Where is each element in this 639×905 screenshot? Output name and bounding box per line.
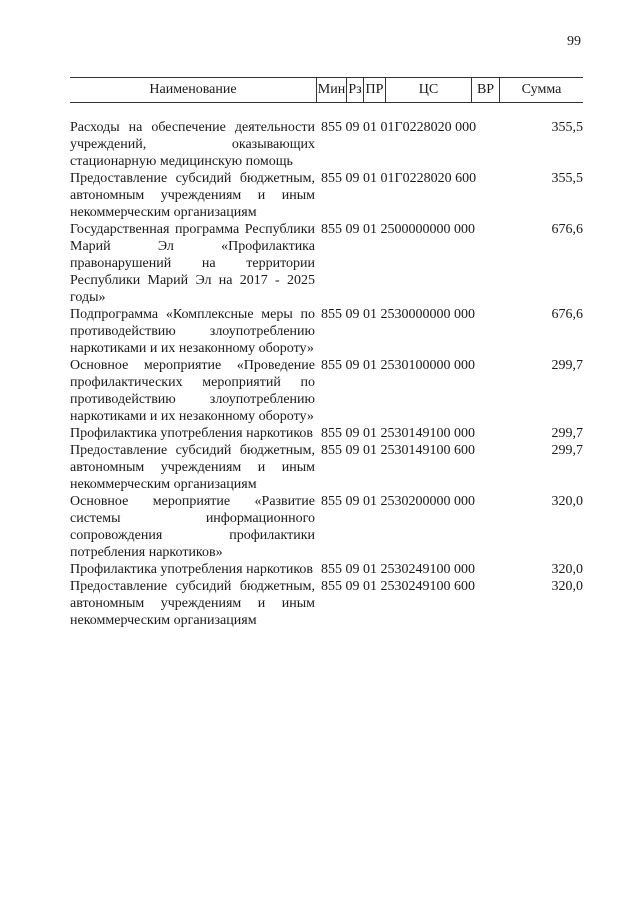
row-sum: 355,5 <box>551 120 583 135</box>
table-row <box>70 493 583 561</box>
row-min: 855 <box>321 494 342 509</box>
row-sum: 299,7 <box>551 358 583 373</box>
row-rz: 09 <box>345 222 360 237</box>
row-codes <box>317 425 498 442</box>
page-number: 99 <box>567 34 581 49</box>
row-codes <box>317 578 498 629</box>
row-sum: 320,0 <box>551 579 583 594</box>
row-rz: 09 <box>345 307 360 322</box>
row-name: Профилактика употребления наркотиков <box>70 562 314 577</box>
row-vr: 000 <box>454 222 475 237</box>
row-name: Предоставление субсидий бюджетным, автономным учреждениям и иным некоммерческим организациям <box>70 579 315 628</box>
row-codes <box>317 442 498 493</box>
header-sum: Сумма <box>521 82 562 97</box>
row-vr: 000 <box>454 562 475 577</box>
row-rz: 09 <box>345 171 360 186</box>
row-pr: 01 <box>363 171 377 186</box>
row-min: 855 <box>321 426 342 441</box>
row-min: 855 <box>321 358 342 373</box>
row-vr: 600 <box>454 443 475 458</box>
row-codes <box>317 170 498 221</box>
row-cs: 2530249100 <box>380 562 451 577</box>
row-name: Основное мероприятие «Проведение профилактических мероприятий по противодействию злоупотреблению наркотиками и их незаконному обороту» <box>70 358 315 424</box>
row-min: 855 <box>321 120 342 135</box>
row-name: Профилактика употребления наркотиков <box>70 426 314 441</box>
row-pr: 01 <box>363 443 377 458</box>
row-rz: 09 <box>345 443 360 458</box>
row-name: Предоставление субсидий бюджетным, автономным учреждениям и иным некоммерческим организациям <box>70 171 315 220</box>
table-header <box>70 77 583 103</box>
row-sum: 299,7 <box>551 426 583 441</box>
row-min: 855 <box>321 562 342 577</box>
row-vr: 000 <box>454 358 475 373</box>
header-cs: ЦС <box>386 78 472 102</box>
header-min: Мин <box>317 78 347 102</box>
row-min: 855 <box>321 579 342 594</box>
row-cs: 2530100000 <box>380 358 451 373</box>
row-vr: 000 <box>455 120 477 135</box>
row-vr: 000 <box>454 307 475 322</box>
row-pr: 01 <box>363 222 377 237</box>
row-pr: 01 <box>363 562 377 577</box>
row-pr: 01 <box>363 358 377 373</box>
row-sum: 299,7 <box>551 443 583 458</box>
row-rz: 09 <box>345 579 360 594</box>
row-codes <box>317 221 498 306</box>
row-min: 855 <box>321 443 342 458</box>
row-vr: 600 <box>454 579 475 594</box>
header-rz: Рз <box>347 78 364 102</box>
row-vr: 600 <box>455 171 477 186</box>
row-rz: 09 <box>345 562 360 577</box>
table-row <box>70 578 583 629</box>
header-name: Наименование <box>70 78 317 102</box>
table-row <box>70 442 583 493</box>
row-vr: 000 <box>454 494 475 509</box>
row-cs: 2500000000 <box>380 222 451 237</box>
row-rz: 09 <box>345 494 360 509</box>
table-row <box>70 221 583 306</box>
row-rz: 09 <box>345 358 360 373</box>
row-pr: 01 <box>363 120 377 135</box>
header-vr: ВР <box>472 78 500 102</box>
row-name: Государственная программа Республики Марий Эл «Профилактика правонарушений на территории Республики Марий Эл на 2017 - 2025 годы» <box>70 222 315 305</box>
row-rz: 09 <box>345 120 360 135</box>
table-row <box>70 306 583 357</box>
row-cs: 2530249100 <box>380 579 451 594</box>
row-name: Предоставление субсидий бюджетным, автономным учреждениям и иным некоммерческим организациям <box>70 443 315 492</box>
table-row <box>70 561 583 578</box>
row-pr: 01 <box>363 579 377 594</box>
row-rz: 09 <box>345 426 360 441</box>
table-row <box>70 170 583 221</box>
row-cs: 2530200000 <box>380 494 451 509</box>
row-pr: 01 <box>363 494 377 509</box>
row-cs: 2530149100 <box>380 443 451 458</box>
row-codes <box>317 306 498 357</box>
row-min: 855 <box>321 307 342 322</box>
table-body <box>70 119 583 629</box>
row-sum: 320,0 <box>551 494 583 509</box>
row-min: 855 <box>321 171 342 186</box>
budget-table <box>70 77 583 629</box>
row-name: Основное мероприятие «Развитие системы информационного сопровождения профилактики потребления наркотиков» <box>70 494 315 560</box>
table-row <box>70 119 583 170</box>
row-min: 855 <box>321 222 342 237</box>
row-codes <box>317 493 498 561</box>
row-name: Расходы на обеспечение деятельности учреждений, оказывающих стационарную медицинскую помощь <box>70 120 315 169</box>
row-cs: 2530149100 <box>380 426 451 441</box>
table-row <box>70 357 583 425</box>
row-sum: 320,0 <box>551 562 583 577</box>
row-pr: 01 <box>363 426 377 441</box>
row-codes <box>317 119 498 170</box>
row-vr: 000 <box>454 426 475 441</box>
table-row <box>70 425 583 442</box>
row-cs: 01Г0228020 <box>380 120 452 135</box>
row-codes <box>317 357 498 425</box>
row-sum: 676,6 <box>551 222 583 237</box>
row-codes <box>317 561 498 578</box>
header-pr: ПР <box>364 78 386 102</box>
row-sum: 355,5 <box>551 171 583 186</box>
row-sum: 676,6 <box>551 307 583 322</box>
row-cs: 2530000000 <box>380 307 451 322</box>
row-name: Подпрограмма «Комплексные меры по противодействию злоупотреблению наркотиками и их незаконному обороту» <box>70 307 315 356</box>
row-pr: 01 <box>363 307 377 322</box>
row-cs: 01Г0228020 <box>380 171 452 186</box>
